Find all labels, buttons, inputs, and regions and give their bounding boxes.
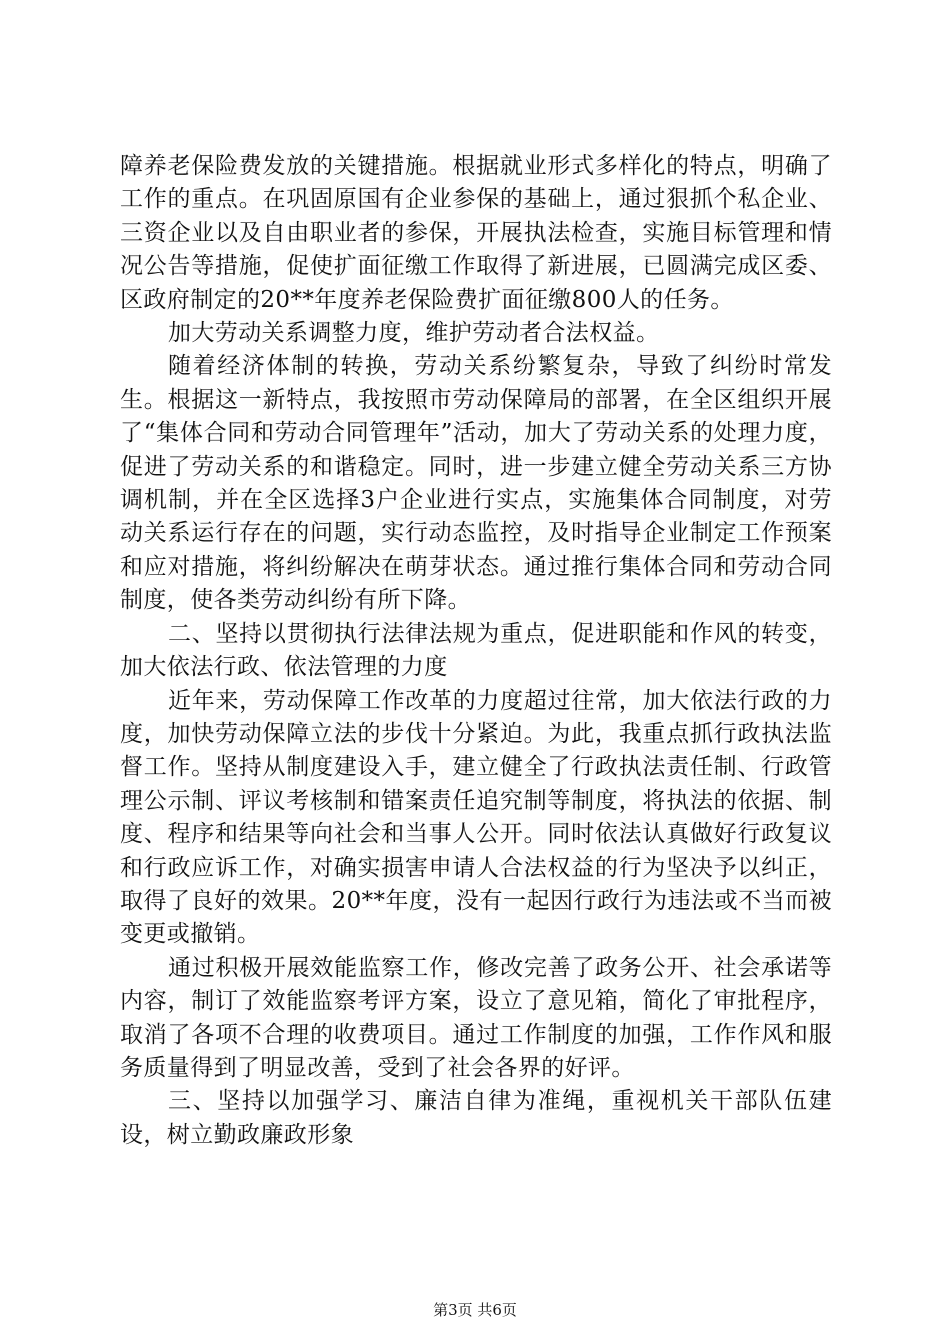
page-number-footer: 第3页 共6页 — [433, 1301, 517, 1319]
paragraph-2: 加大劳动关系调整力度，维护劳动者合法权益。 — [168, 320, 660, 347]
paragraph-6: 通过积极开展效能监察工作，修改完善了政务公开、社会承诺等内容，制订了效能监察考评方案，设立了意见箱，简化了审批程序，取消了各项不合理的收费项目。通过工作制度的加强，工作作风和服务质量得到了明显改善，受到了社会各界的好评。 — [120, 954, 832, 1081]
paragraph-3: 随着经济体制的转换，劳动关系纷繁复杂，导致了纠纷时常发生。根据这一新特点，我按照市劳动保障局的部署，在全区组织开展了“集体合同和劳动合同管理年”活动，加大了劳动关系的处理力度，促进了劳动关系的和谐稳定。同时，进一步建立健全劳动关系三方协调机制，并在全区选择3户企业进行实点，实施集体合同制度，对劳动关系运行存在的问题，实行动态监控，及时指导企业制定工作预案和应对措施，将纠纷解决在萌芽状态。通过推行集体合同和劳动合同制度，使各类劳动纠纷有所下降。 — [120, 353, 832, 614]
paragraph-5: 近年来，劳动保障工作改革的力度超过往常，加大依法行政的力度，加快劳动保障立法的步伐十分紧迫。为此，我重点抓行政执法监督工作。坚持从制度建设入手，建立健全了行政执法责任制、行政管理公示制、评议考核制和错案责任追究制等制度，将执法的依据、制度、程序和结果等向社会和当事人公开。同时依法认真做好行政复议和行政应诉工作，对确实损害申请人合法权益的行为坚决予以纠正，取得了良好的效果。20**年度，没有一起因行政行为违法或不当而被变更或撤销。 — [120, 687, 832, 948]
document-body — [120, 150, 832, 1152]
paragraph-1: 障养老保险费发放的关键措施。根据就业形式多样化的特点，明确了工作的重点。在巩固原国有企业参保的基础上，通过狠抓个私企业、三资企业以及自由职业者的参保，开展执法检查，实施目标管理和情况公告等措施，促使扩面征缴工作取得了新进展，已圆满完成区委、区政府制定的20**年度养老保险费扩面征缴800人的任务。 — [120, 153, 832, 313]
section-heading-3: 三、坚持以加强学习、廉洁自律为准绳，重视机关干部队伍建设，树立勤政廉政形象 — [120, 1088, 832, 1148]
section-heading-2: 二、坚持以贯彻执行法律法规为重点，促进职能和作风的转变，加大依法行政、依法管理的力度 — [120, 620, 832, 681]
